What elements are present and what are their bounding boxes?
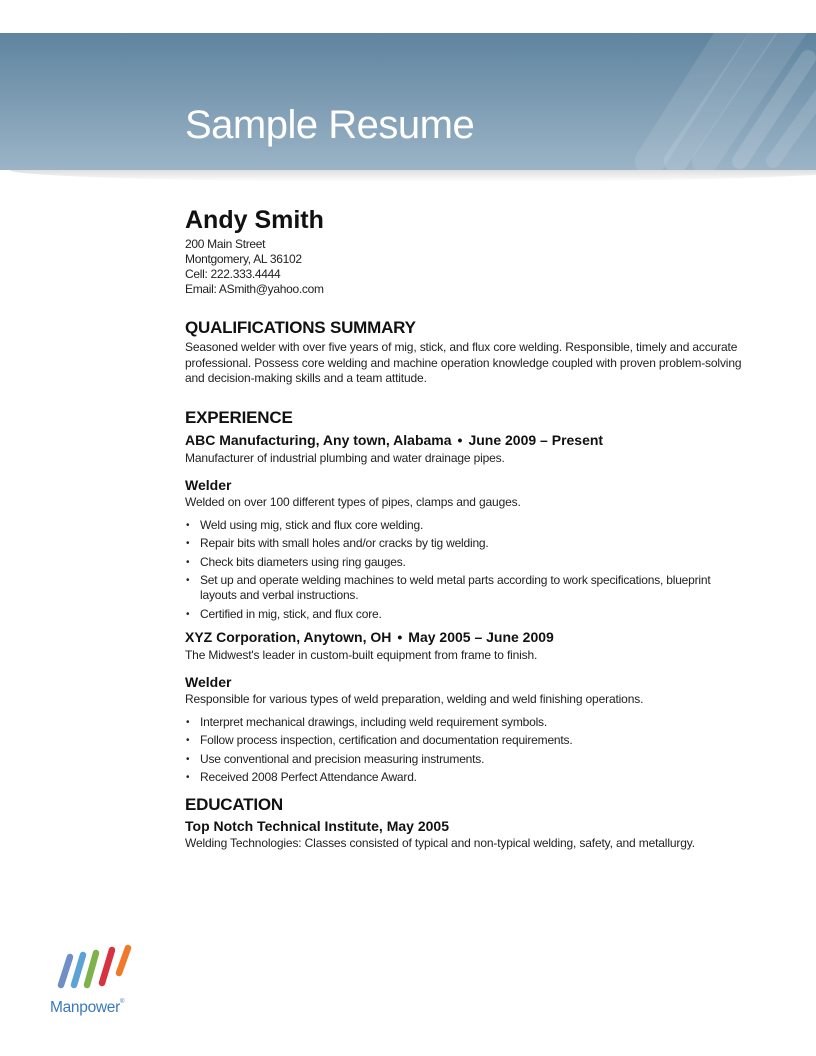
job-header [185, 628, 745, 646]
duty-list [185, 518, 745, 622]
job-dates: June 2009 – Present [468, 431, 604, 448]
list-item: • Certified in mig, stick, and flux core. [185, 607, 745, 622]
phone-line: Cell: 222.333.4444 [185, 267, 281, 281]
list-item: • Interpret mechanical drawings, including weld requirement symbols. [185, 715, 745, 730]
job-separator: • [457, 431, 463, 448]
education-details: Welding Technologies: Classes consisted of typical and non-typical welding, safety, and metallurgy. [185, 836, 695, 850]
email-line: Email: ASmith@yahoo.com [185, 282, 324, 296]
list-item: • Received 2008 Perfect Attendance Award. [185, 770, 745, 785]
job-dates: May 2005 – June 2009 [408, 628, 554, 645]
list-item: • Repair bits with small holes and/or cracks by tig welding. [185, 536, 745, 551]
job-company: ABC Manufacturing, Any town, Alabama [185, 431, 452, 448]
candidate-name: Andy Smith [185, 206, 324, 234]
job-separator: • [397, 628, 403, 645]
job-entry [185, 628, 745, 786]
list-item: • Check bits diameters using ring gauges. [185, 555, 745, 570]
banner-shadow [0, 170, 816, 184]
job-company: XYZ Corporation, Anytown, OH [185, 628, 392, 645]
resume-body [185, 205, 745, 852]
logo-stripes-icon [50, 943, 150, 995]
company-description: The Midwest's leader in custom-built equipment from frame to finish. [185, 647, 538, 662]
duty-list [185, 715, 745, 786]
company-description: Manufacturer of industrial plumbing and water drainage pipes. [185, 450, 505, 465]
list-item: • Weld using mig, stick and flux core welding. [185, 518, 745, 533]
registered-mark: ® [119, 999, 125, 1005]
job-role: Welder [185, 477, 232, 493]
page-title: Sample Resume [185, 103, 475, 147]
list-item: • Set up and operate welding machines to weld metal parts according to work specifications, blueprint layouts and verbal instructions. [185, 573, 745, 603]
manpower-logo [50, 943, 150, 1021]
role-summary: Responsible for various types of weld preparation, welding and weld finishing operations. [185, 692, 644, 706]
city-line: Montgomery, AL 36102 [185, 252, 302, 266]
address-line: 200 Main Street [185, 237, 266, 251]
list-item: • Follow process inspection, certification and documentation requirements. [185, 733, 745, 748]
job-role: Welder [185, 674, 232, 690]
qualifications-summary: Seasoned welder with over five years of mig, stick, and flux core welding. Responsible, timely and accurate professional. Possess core welding and machine operation knowledge coupled with proven problem-solving and decision-making skills and a team attitude. [185, 340, 742, 385]
section-heading-education: EDUCATION [185, 795, 283, 814]
contact-block [185, 237, 745, 297]
school-name: Top Notch Technical Institute, May 2005 [185, 818, 449, 834]
job-header [185, 431, 745, 449]
job-entry [185, 431, 745, 622]
logo-text: Manpower [50, 999, 120, 1016]
logo-wordmark [50, 999, 124, 1017]
section-heading-qualifications: QUALIFICATIONS SUMMARY [185, 318, 416, 337]
list-item: • Use conventional and precision measuring instruments. [185, 752, 745, 767]
section-heading-experience: EXPERIENCE [185, 407, 293, 427]
role-summary: Welded on over 100 different types of pipes, clamps and gauges. [185, 495, 521, 509]
